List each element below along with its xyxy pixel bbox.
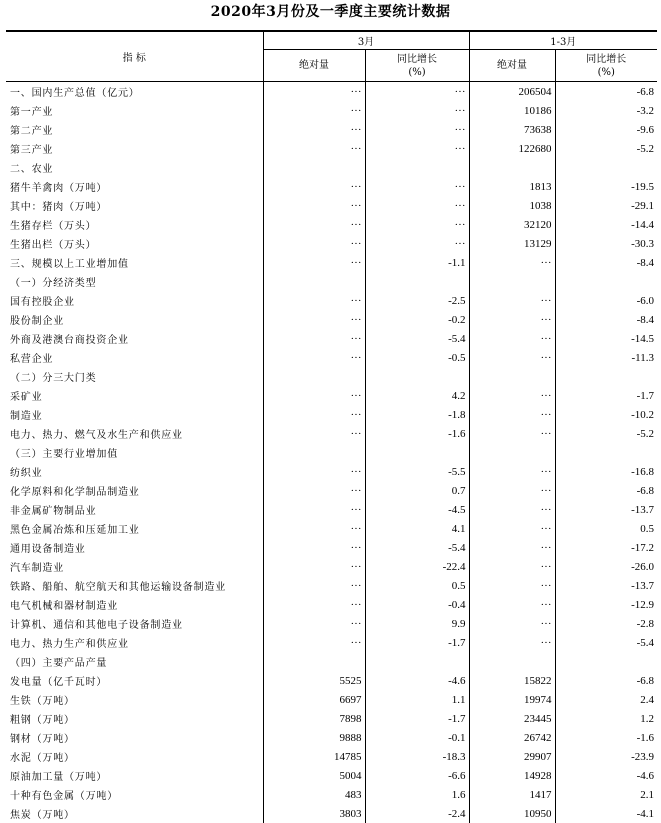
row-label: 铁路、船舶、航空航天和其他运输设备制造业 — [10, 582, 226, 593]
march-yoy-value: 0.7 — [365, 481, 469, 500]
march-absolute-value: 5004 — [263, 766, 365, 785]
q1-absolute-value — [469, 367, 555, 386]
row-label: 发电量（亿千瓦时） — [10, 677, 108, 688]
march-absolute-value: ··· — [263, 500, 365, 519]
march-absolute-value: ··· — [263, 538, 365, 557]
march-yoy-value: 9.9 — [365, 614, 469, 633]
q1-yoy-value: -2.8 — [555, 614, 657, 633]
indicator-column-header: 指 标 — [6, 31, 263, 82]
q1-yoy-value: 1.2 — [555, 709, 657, 728]
table-row — [6, 519, 657, 538]
row-label: 第二产业 — [10, 126, 54, 137]
table-row — [6, 386, 657, 405]
march-yoy-value: -2.4 — [365, 804, 469, 823]
table-row — [6, 177, 657, 196]
march-absolute-value: ··· — [263, 595, 365, 614]
march-yoy-value: -22.4 — [365, 557, 469, 576]
march-yoy-value: ··· — [365, 101, 469, 120]
march-absolute-value — [263, 272, 365, 291]
row-label: 外商及港澳台商投资企业 — [10, 335, 129, 346]
q1-absolute-value: 23445 — [469, 709, 555, 728]
march-yoy-value: 1.1 — [365, 690, 469, 709]
yoy-label: 同比增长 — [397, 53, 437, 65]
q1-yoy-value: -8.4 — [555, 253, 657, 272]
q1-absolute-value: 73638 — [469, 120, 555, 139]
q1-yoy-value: -6.8 — [555, 82, 657, 102]
q1-absolute-value: ··· — [469, 614, 555, 633]
table-row — [6, 747, 657, 766]
table-row — [6, 348, 657, 367]
q1-absolute-value — [469, 652, 555, 671]
row-label: 国有控股企业 — [10, 297, 75, 308]
q1-absolute-value: ··· — [469, 595, 555, 614]
march-yoy-value: -4.5 — [365, 500, 469, 519]
q1-group-header: 1-3月 — [469, 31, 657, 50]
march-absolute-header: 绝对量 — [263, 50, 365, 82]
march-yoy-value: -1.7 — [365, 633, 469, 652]
q1-absolute-value: 13129 — [469, 234, 555, 253]
march-absolute-value: ··· — [263, 633, 365, 652]
q1-yoy-value: -6.8 — [555, 481, 657, 500]
table-row — [6, 728, 657, 747]
table-row — [6, 443, 657, 462]
table-row — [6, 120, 657, 139]
statistics-table — [6, 30, 657, 823]
yoy-unit: (%) — [408, 66, 426, 78]
march-absolute-value: ··· — [263, 120, 365, 139]
march-absolute-value: ··· — [263, 139, 365, 158]
q1-absolute-value: 1813 — [469, 177, 555, 196]
march-yoy-value — [365, 443, 469, 462]
march-absolute-value: ··· — [263, 234, 365, 253]
row-label: 化学原料和化学制品制造业 — [10, 487, 140, 498]
q1-yoy-value: -12.9 — [555, 595, 657, 614]
table-row — [6, 310, 657, 329]
row-label: （一）分经济类型 — [10, 278, 97, 289]
q1-absolute-value: ··· — [469, 557, 555, 576]
q1-absolute-value: ··· — [469, 424, 555, 443]
march-absolute-value — [263, 652, 365, 671]
q1-absolute-value: 206504 — [469, 82, 555, 102]
row-label: 黑色金属冶炼和压延加工业 — [10, 525, 140, 536]
march-absolute-value: 9888 — [263, 728, 365, 747]
table-row — [6, 614, 657, 633]
march-yoy-value: ··· — [365, 196, 469, 215]
q1-absolute-value: 32120 — [469, 215, 555, 234]
q1-absolute-value: 19974 — [469, 690, 555, 709]
q1-yoy-value — [555, 158, 657, 177]
march-yoy-value: -4.6 — [365, 671, 469, 690]
march-group-header: 3月 — [263, 31, 469, 50]
march-absolute-value: 6697 — [263, 690, 365, 709]
table-row — [6, 424, 657, 443]
q1-yoy-value: 2.1 — [555, 785, 657, 804]
q1-yoy-value — [555, 652, 657, 671]
table-row — [6, 196, 657, 215]
table-row — [6, 652, 657, 671]
row-label: 第三产业 — [10, 145, 54, 156]
march-yoy-value: -1.7 — [365, 709, 469, 728]
march-yoy-value — [365, 367, 469, 386]
march-absolute-value: ··· — [263, 196, 365, 215]
q1-absolute-value — [469, 158, 555, 177]
q1-yoy-value — [555, 367, 657, 386]
q1-yoy-value: 0.5 — [555, 519, 657, 538]
row-label: 生猪出栏（万头） — [10, 240, 97, 251]
q1-yoy-value: -6.8 — [555, 671, 657, 690]
table-row — [6, 804, 657, 823]
march-yoy-value: -0.2 — [365, 310, 469, 329]
march-absolute-value: ··· — [263, 557, 365, 576]
march-absolute-value: ··· — [263, 481, 365, 500]
q1-yoy-value: -5.2 — [555, 424, 657, 443]
table-row — [6, 139, 657, 158]
table-row — [6, 709, 657, 728]
row-label: 水泥（万吨） — [10, 753, 75, 764]
row-label: 其中：猪肉（万吨） — [10, 202, 108, 213]
q1-yoy-value: -6.0 — [555, 291, 657, 310]
q1-absolute-value: 1417 — [469, 785, 555, 804]
march-absolute-value — [263, 443, 365, 462]
row-label: 制造业 — [10, 411, 43, 422]
q1-yoy-value: -4.6 — [555, 766, 657, 785]
q1-yoy-value: -9.6 — [555, 120, 657, 139]
row-label: 电力、热力生产和供应业 — [10, 639, 129, 650]
q1-yoy-value: -5.4 — [555, 633, 657, 652]
row-label: 通用设备制造业 — [10, 544, 86, 555]
table-row — [6, 367, 657, 386]
march-yoy-value: -5.4 — [365, 538, 469, 557]
q1-yoy-value — [555, 272, 657, 291]
march-absolute-value: ··· — [263, 310, 365, 329]
q1-absolute-value: ··· — [469, 481, 555, 500]
row-label: 非金属矿物制品业 — [10, 506, 97, 517]
march-yoy-value: -0.5 — [365, 348, 469, 367]
march-yoy-value: -5.5 — [365, 462, 469, 481]
table-row — [6, 291, 657, 310]
q1-yoy-value: -29.1 — [555, 196, 657, 215]
march-absolute-value: ··· — [263, 405, 365, 424]
q1-yoy-value: -10.2 — [555, 405, 657, 424]
table-row — [6, 158, 657, 177]
q1-yoy-value: -26.0 — [555, 557, 657, 576]
q1-yoy-value: -14.4 — [555, 215, 657, 234]
table-row — [6, 234, 657, 253]
row-label: （三）主要行业增加值 — [10, 449, 118, 460]
march-absolute-value: 5525 — [263, 671, 365, 690]
march-yoy-value: ··· — [365, 234, 469, 253]
row-label: 计算机、通信和其他电子设备制造业 — [10, 620, 183, 631]
march-absolute-value: ··· — [263, 215, 365, 234]
march-yoy-value: ··· — [365, 139, 469, 158]
table-row — [6, 785, 657, 804]
table-row — [6, 101, 657, 120]
march-yoy-value: -0.1 — [365, 728, 469, 747]
q1-absolute-value: ··· — [469, 310, 555, 329]
row-label: 电气机械和器材制造业 — [10, 601, 118, 612]
march-absolute-value: ··· — [263, 348, 365, 367]
march-absolute-value: ··· — [263, 519, 365, 538]
march-absolute-value — [263, 367, 365, 386]
q1-absolute-value: ··· — [469, 576, 555, 595]
march-yoy-value — [365, 158, 469, 177]
row-label: 原油加工量（万吨） — [10, 772, 108, 783]
q1-absolute-value: 1038 — [469, 196, 555, 215]
table-row — [6, 633, 657, 652]
march-yoy-value: -6.6 — [365, 766, 469, 785]
march-yoy-value — [365, 652, 469, 671]
q1-yoy-value: 2.4 — [555, 690, 657, 709]
table-header — [6, 31, 657, 82]
q1-yoy-value: -1.7 — [555, 386, 657, 405]
table-row — [6, 538, 657, 557]
march-yoy-value: ··· — [365, 177, 469, 196]
march-yoy-value: -1.1 — [365, 253, 469, 272]
table-row — [6, 481, 657, 500]
march-absolute-value: 14785 — [263, 747, 365, 766]
table-row — [6, 766, 657, 785]
march-yoy-value: -1.8 — [365, 405, 469, 424]
march-yoy-value: -1.6 — [365, 424, 469, 443]
row-label: 一、国内生产总值（亿元） — [10, 88, 140, 99]
march-absolute-value: ··· — [263, 462, 365, 481]
q1-absolute-value: ··· — [469, 348, 555, 367]
q1-absolute-value: 15822 — [469, 671, 555, 690]
march-absolute-value: ··· — [263, 576, 365, 595]
table-row — [6, 557, 657, 576]
row-label: 采矿业 — [10, 392, 43, 403]
q1-yoy-value — [555, 443, 657, 462]
march-absolute-value: 3803 — [263, 804, 365, 823]
table-row — [6, 82, 657, 102]
q1-yoy-value: -16.8 — [555, 462, 657, 481]
q1-absolute-header: 绝对量 — [469, 50, 555, 82]
march-absolute-value: ··· — [263, 386, 365, 405]
row-label: 股份制企业 — [10, 316, 64, 327]
q1-yoy-value: -19.5 — [555, 177, 657, 196]
q1-absolute-value: ··· — [469, 253, 555, 272]
row-label: 三、规模以上工业增加值 — [10, 259, 129, 270]
table-row — [6, 500, 657, 519]
march-absolute-value: ··· — [263, 177, 365, 196]
q1-yoy-value: -13.7 — [555, 500, 657, 519]
row-label: 汽车制造业 — [10, 563, 64, 574]
march-absolute-value: ··· — [263, 329, 365, 348]
q1-absolute-value: 10186 — [469, 101, 555, 120]
row-label: 生猪存栏（万头） — [10, 221, 97, 232]
q1-absolute-value: ··· — [469, 519, 555, 538]
march-yoy-value: -2.5 — [365, 291, 469, 310]
q1-absolute-value — [469, 443, 555, 462]
q1-absolute-value: 14928 — [469, 766, 555, 785]
row-label: 电力、热力、燃气及水生产和供应业 — [10, 430, 183, 441]
row-label: 焦炭（万吨） — [10, 810, 75, 821]
yoy-unit: (%) — [597, 66, 615, 78]
march-yoy-value: -5.4 — [365, 329, 469, 348]
row-label: （四）主要产品产量 — [10, 658, 108, 669]
row-label: 粗钢（万吨） — [10, 715, 75, 726]
q1-yoy-value: -23.9 — [555, 747, 657, 766]
table-row — [6, 405, 657, 424]
march-absolute-value: 7898 — [263, 709, 365, 728]
table-row — [6, 576, 657, 595]
row-label: 私营企业 — [10, 354, 54, 365]
march-absolute-value: ··· — [263, 614, 365, 633]
yoy-label: 同比增长 — [586, 53, 627, 65]
march-absolute-value: ··· — [263, 424, 365, 443]
q1-absolute-value: 10950 — [469, 804, 555, 823]
q1-absolute-value: 26742 — [469, 728, 555, 747]
document-title: 2020年3月份及一季度主要统计数据 — [210, 4, 451, 20]
q1-absolute-value: ··· — [469, 405, 555, 424]
q1-absolute-value: ··· — [469, 538, 555, 557]
q1-absolute-value: ··· — [469, 500, 555, 519]
table-row — [6, 690, 657, 709]
q1-yoy-header — [555, 50, 657, 82]
q1-yoy-value: -30.3 — [555, 234, 657, 253]
march-absolute-value: 483 — [263, 785, 365, 804]
table-row — [6, 329, 657, 348]
q1-yoy-value: -1.6 — [555, 728, 657, 747]
q1-absolute-value: ··· — [469, 633, 555, 652]
q1-yoy-value: -17.2 — [555, 538, 657, 557]
table-row — [6, 272, 657, 291]
march-yoy-header — [365, 50, 469, 82]
march-absolute-value: ··· — [263, 101, 365, 120]
q1-absolute-value: 122680 — [469, 139, 555, 158]
row-label: 第一产业 — [10, 107, 54, 118]
q1-absolute-value: ··· — [469, 291, 555, 310]
table-body — [6, 82, 657, 823]
march-absolute-value — [263, 158, 365, 177]
march-yoy-value: 4.2 — [365, 386, 469, 405]
row-label: 猪牛羊禽肉（万吨） — [10, 183, 108, 194]
q1-yoy-value: -5.2 — [555, 139, 657, 158]
q1-absolute-value — [469, 272, 555, 291]
march-absolute-value: ··· — [263, 82, 365, 102]
march-yoy-value: -0.4 — [365, 595, 469, 614]
table-row — [6, 671, 657, 690]
row-label: 纺织业 — [10, 468, 43, 479]
q1-absolute-value: ··· — [469, 386, 555, 405]
march-yoy-value — [365, 272, 469, 291]
row-label: 二、农业 — [10, 164, 54, 175]
march-yoy-value: ··· — [365, 120, 469, 139]
table-row — [6, 462, 657, 481]
march-yoy-value: 0.5 — [365, 576, 469, 595]
march-yoy-value: ··· — [365, 215, 469, 234]
march-yoy-value: 4.1 — [365, 519, 469, 538]
table-row — [6, 215, 657, 234]
table-row — [6, 595, 657, 614]
q1-absolute-value: 29907 — [469, 747, 555, 766]
march-yoy-value: 1.6 — [365, 785, 469, 804]
q1-yoy-value: -3.2 — [555, 101, 657, 120]
q1-yoy-value: -4.1 — [555, 804, 657, 823]
q1-absolute-value: ··· — [469, 462, 555, 481]
march-absolute-value: ··· — [263, 291, 365, 310]
row-label: 十种有色金属（万吨） — [10, 791, 118, 802]
q1-yoy-value: -8.4 — [555, 310, 657, 329]
march-yoy-value: ··· — [365, 82, 469, 102]
q1-yoy-value: -13.7 — [555, 576, 657, 595]
q1-yoy-value: -11.3 — [555, 348, 657, 367]
march-yoy-value: -18.3 — [365, 747, 469, 766]
row-label: （二）分三大门类 — [10, 373, 97, 384]
march-absolute-value: ··· — [263, 253, 365, 272]
row-label: 钢材（万吨） — [10, 734, 75, 745]
q1-absolute-value: ··· — [469, 329, 555, 348]
q1-yoy-value: -14.5 — [555, 329, 657, 348]
row-label: 生铁（万吨） — [10, 696, 75, 707]
table-row — [6, 253, 657, 272]
